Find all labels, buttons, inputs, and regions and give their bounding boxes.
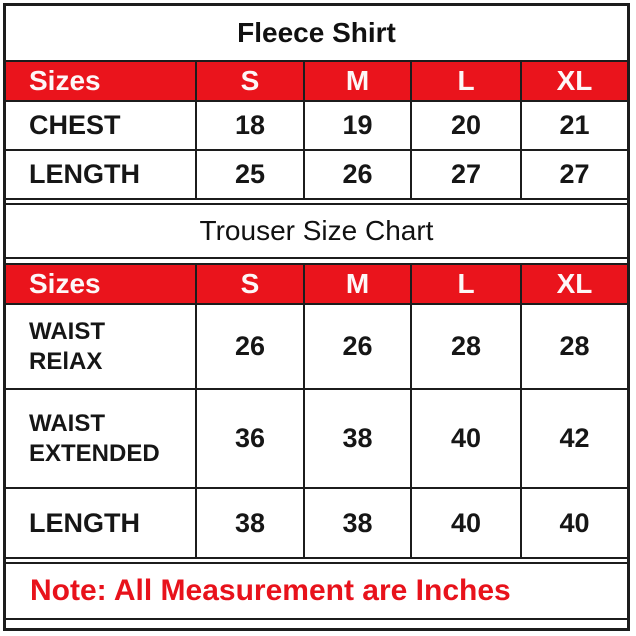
size-value-cell: 42 xyxy=(520,390,627,487)
size-value-cell: 38 xyxy=(303,489,410,557)
size-chart-panel xyxy=(3,3,630,631)
trouser-table-header-row xyxy=(6,265,627,303)
header-cell-xl: XL xyxy=(520,265,627,303)
header-cell-l: L xyxy=(410,265,520,303)
size-value-cell: 26 xyxy=(303,305,410,388)
row-label: LENGTH xyxy=(29,159,140,190)
shirt-table-header-row xyxy=(6,62,627,100)
header-cell-m: M xyxy=(303,62,410,100)
size-value-cell: 21 xyxy=(520,102,627,149)
size-value-cell: 19 xyxy=(303,102,410,149)
header-cell-m: M xyxy=(303,265,410,303)
size-value-cell: 28 xyxy=(520,305,627,388)
page-title: Fleece Shirt xyxy=(6,6,627,62)
size-value-cell: 40 xyxy=(410,489,520,557)
header-cell-s: S xyxy=(195,265,303,303)
header-cell-sizes: Sizes xyxy=(6,62,195,100)
size-value-cell: 25 xyxy=(195,151,303,198)
header-cell-l: L xyxy=(410,62,520,100)
size-value-cell: 20 xyxy=(410,102,520,149)
size-value-cell: 40 xyxy=(520,489,627,557)
size-value-cell: 26 xyxy=(195,305,303,388)
size-value-cell: 38 xyxy=(195,489,303,557)
size-value-cell: 27 xyxy=(520,151,627,198)
size-value-cell: 38 xyxy=(303,390,410,487)
header-cell-sizes: Sizes xyxy=(6,265,195,303)
header-cell-xl: XL xyxy=(520,62,627,100)
table-row-length xyxy=(6,149,627,198)
header-cell-s: S xyxy=(195,62,303,100)
size-value-cell: 18 xyxy=(195,102,303,149)
measurement-note: Note: All Measurement are Inches xyxy=(6,562,627,620)
size-value-cell: 26 xyxy=(303,151,410,198)
table-row-waist-extended xyxy=(6,388,627,487)
size-value-cell: 40 xyxy=(410,390,520,487)
row-label: CHEST xyxy=(29,110,121,141)
row-label: WAIST RElAX xyxy=(29,318,105,375)
section-subtitle: Trouser Size Chart xyxy=(6,203,627,259)
table-row-chest xyxy=(6,100,627,149)
shirt-size-table xyxy=(6,62,627,200)
size-value-cell: 28 xyxy=(410,305,520,388)
row-label: LENGTH xyxy=(29,507,140,538)
size-value-cell: 36 xyxy=(195,390,303,487)
row-label: WAIST EXTENDED xyxy=(29,410,160,467)
table-row-trouser-length xyxy=(6,487,627,557)
trouser-size-table xyxy=(6,263,627,559)
size-value-cell: 27 xyxy=(410,151,520,198)
table-row-waist-relax xyxy=(6,303,627,388)
